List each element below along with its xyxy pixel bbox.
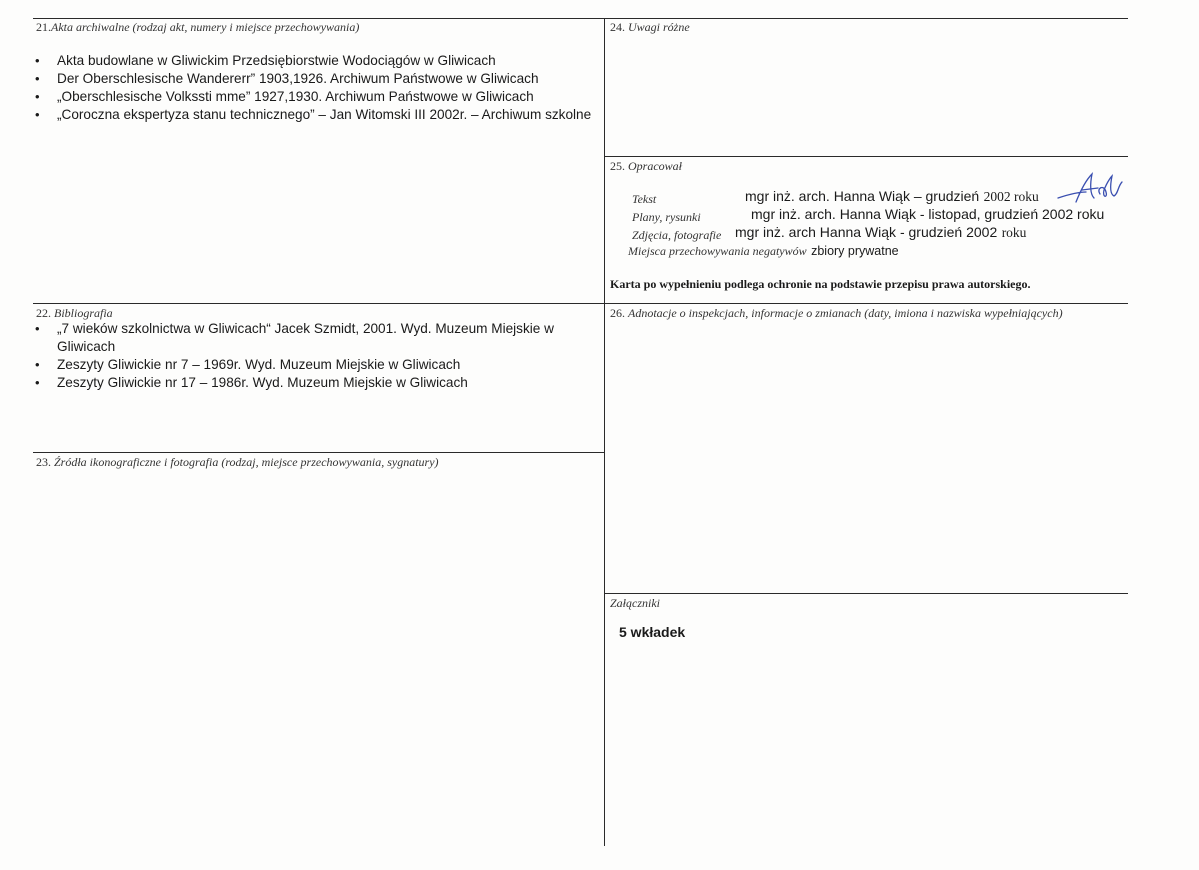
section-21-title: Akta archiwalne (rodzaj akt, numery i miejsce przechowywania) — [51, 20, 360, 34]
section-23-title: Źródła ikonograficzne i fotografia (rodzaj, miejsce przechowywania, sygnatury) — [54, 455, 439, 469]
section-26-number: 26. — [610, 306, 625, 320]
list-item: • „Oberschlesische Volkssti mme” 1927,1930. Archiwum Państwowe w Gliwicach — [33, 88, 605, 106]
signature-mark — [1056, 170, 1128, 206]
section-22-title: Bibliografia — [54, 306, 113, 320]
section-21-list — [33, 52, 605, 124]
row-extra: roku — [1001, 225, 1027, 240]
section-23-header — [36, 455, 439, 470]
center-divider — [604, 18, 605, 846]
section-24-title: Uwagi różne — [628, 20, 690, 34]
rule-22-top — [33, 303, 1128, 304]
row-label: Zdjęcia, fotografie — [632, 228, 722, 242]
list-item: • Akta budowlane w Gliwickim Przedsiębiorstwie Wodociągów w Gliwicach — [33, 52, 605, 70]
section-21-number: 21. — [36, 20, 51, 34]
section-25-number: 25. — [610, 159, 625, 173]
row-label: Miejsca przechowywania negatywów — [628, 244, 807, 258]
section-26-title: Adnotacje o inspekcjach, informacje o zmianach (daty, imiona i nazwiska wypełniających) — [628, 306, 1063, 320]
section-26-header — [610, 306, 1063, 321]
row-label: Plany, rysunki — [632, 210, 701, 224]
row-extra: 2002 roku — [983, 189, 1039, 204]
rule-25-top — [605, 156, 1128, 157]
opracowal-row-tekst — [632, 190, 656, 208]
list-item: • Zeszyty Gliwickie nr 7 – 1969r. Wyd. Muzeum Miejskie w Gliwicach — [33, 356, 605, 374]
row-value: mgr inż. arch. Hanna Wiąk – grudzień — [745, 188, 980, 204]
zalaczniki-value — [619, 624, 685, 642]
copyright-note — [610, 275, 1030, 293]
opracowal-row-plany — [632, 208, 701, 226]
section-24-header — [610, 20, 690, 35]
row-value: mgr inż. arch Hanna Wiąk - grudzień 2002 — [735, 224, 998, 240]
zalaczniki-title: Załączniki — [610, 596, 660, 610]
section-22-header — [36, 306, 113, 321]
copyright-note-text: Karta po wypełnieniu podlega ochronie na podstawie przepisu prawa autorskiego. — [610, 277, 1031, 291]
opracowal-row-negatywy — [628, 242, 899, 260]
section-21-header — [36, 20, 359, 35]
row-value: zbiory prywatne — [811, 244, 899, 258]
section-22-number: 22. — [36, 306, 51, 320]
top-rule — [33, 18, 1128, 19]
row-label: Tekst — [632, 192, 657, 206]
opracowal-value-plany — [751, 206, 1104, 224]
list-item: • „Coroczna ekspertyza stanu technicznego” – Jan Witomski III 2002r. – Archiwum szkolne — [33, 106, 605, 124]
list-item: • „7 wieków szkolnictwa w Gliwicach“ Jacek Szmidt, 2001. Wyd. Muzeum Miejskie w Gliwicach — [33, 320, 605, 356]
section-25-title: Opracował — [628, 159, 682, 173]
rule-23-top — [33, 452, 604, 453]
section-25-header — [610, 159, 682, 174]
row-value: mgr inż. arch. Hanna Wiąk - listopad, grudzień 2002 roku — [751, 206, 1105, 222]
section-24-number: 24. — [610, 20, 625, 34]
list-item: • Der Oberschlesische Wandererr” 1903,1926. Archiwum Państwowe w Gliwicach — [33, 70, 605, 88]
zalaczniki-header — [610, 596, 660, 611]
zalaczniki-count: 5 wkładek — [619, 624, 686, 640]
section-23-number: 23. — [36, 455, 51, 469]
rule-zalaczniki-top — [605, 593, 1128, 594]
section-22-list — [33, 320, 605, 392]
list-item: • Zeszyty Gliwickie nr 17 – 1986r. Wyd. Muzeum Miejskie w Gliwicach — [33, 374, 605, 392]
opracowal-value-tekst — [745, 188, 1039, 206]
opracowal-value-zdjecia — [735, 224, 1026, 242]
